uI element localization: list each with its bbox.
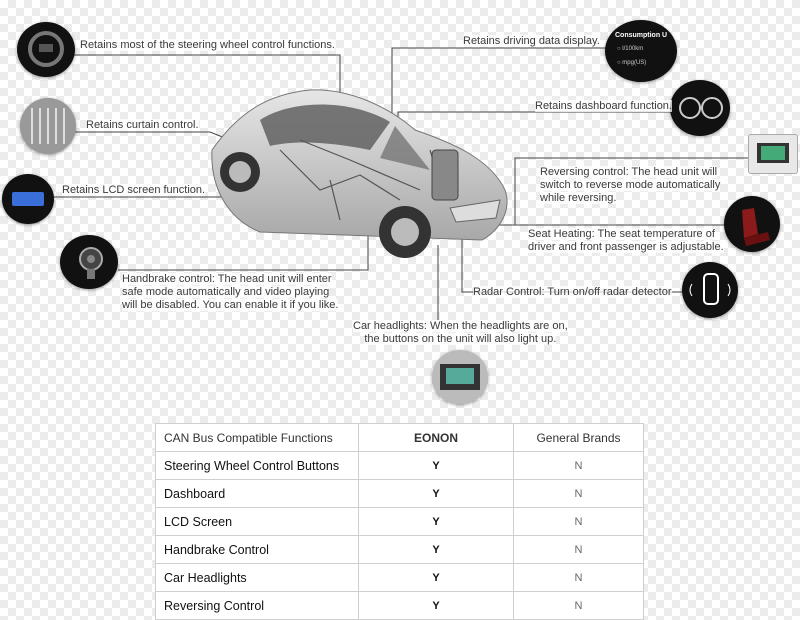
row-function: Steering Wheel Control Buttons <box>156 452 359 480</box>
consumption-option-1-label: l/100km <box>622 46 644 52</box>
seat-icon <box>724 196 780 252</box>
table-row <box>156 452 644 480</box>
table-row <box>156 480 644 508</box>
callout-handbrake-text: Handbrake control: The head unit will enter safe mode automatically and video playing will be disabled. You can enable it if you like. <box>122 273 339 311</box>
dashboard-thumbnail <box>670 80 730 136</box>
seat-thumbnail <box>724 196 780 252</box>
callout-radar-text: Radar Control: Turn on/off radar detector <box>473 286 672 298</box>
callout-seat-heating-text: Seat Heating: The seat temperature of driver and front passenger is adjustable. <box>528 228 724 253</box>
callout-dashboard <box>535 100 672 113</box>
dashboard-gauge-icon <box>670 80 730 136</box>
steering-wheel-thumbnail <box>17 22 75 77</box>
headlight-unit-icon <box>432 350 488 404</box>
callout-dashboard-text: Retains dashboard function. <box>535 100 672 112</box>
head-unit-icon <box>749 135 797 173</box>
curtain-icon <box>20 98 76 154</box>
table-row <box>156 592 644 620</box>
consumption-option-2-label: mpg(US) <box>622 60 647 66</box>
row-general: N <box>514 508 644 536</box>
row-general: N <box>514 536 644 564</box>
row-eonon: Y <box>359 452 514 480</box>
table-row <box>156 564 644 592</box>
callout-driving-data-text: Retains driving data display. <box>463 35 600 47</box>
consumption-option-1: ○ l/100km <box>617 46 644 52</box>
row-function: LCD Screen <box>156 508 359 536</box>
row-function: Reversing Control <box>156 592 359 620</box>
row-general: N <box>514 564 644 592</box>
row-function: Car Headlights <box>156 564 359 592</box>
curtain-thumbnail <box>20 98 76 154</box>
callout-reversing <box>540 166 720 205</box>
callout-curtain <box>86 119 199 132</box>
radar-icon <box>682 262 738 318</box>
callout-handbrake <box>122 273 338 312</box>
row-eonon: Y <box>359 480 514 508</box>
row-general: N <box>514 452 644 480</box>
lcd-screen-thumbnail <box>2 174 54 224</box>
header-functions: CAN Bus Compatible Functions <box>156 424 359 452</box>
callout-radar <box>473 286 672 299</box>
consumption-title: Consumption U <box>615 32 668 39</box>
callout-driving-data <box>463 35 600 48</box>
callout-steering-wheel-text: Retains most of the steering wheel control functions. <box>80 39 335 51</box>
radar-thumbnail <box>682 262 738 318</box>
table-row <box>156 536 644 564</box>
headlight-unit-thumbnail <box>432 350 488 404</box>
row-eonon: Y <box>359 592 514 620</box>
comparison-table <box>155 423 644 620</box>
row-eonon: Y <box>359 564 514 592</box>
car-illustration <box>200 80 520 270</box>
steering-wheel-icon <box>17 22 75 77</box>
camera-icon <box>60 235 118 289</box>
row-function: Handbrake Control <box>156 536 359 564</box>
callout-reversing-text: Reversing control: The head unit will switch to reverse mode automatically while reversing. <box>540 166 721 204</box>
head-unit-thumbnail <box>748 134 798 174</box>
row-general: N <box>514 480 644 508</box>
row-function: Dashboard <box>156 480 359 508</box>
callout-headlights <box>353 320 568 346</box>
camera-thumbnail <box>60 235 118 289</box>
header-general-brands: General Brands <box>514 424 644 452</box>
header-eonon: EONON <box>359 424 514 452</box>
row-general: N <box>514 592 644 620</box>
row-eonon: Y <box>359 508 514 536</box>
callout-lcd-text: Retains LCD screen function. <box>62 184 206 196</box>
callout-lcd <box>62 184 205 197</box>
callout-curtain-text: Retains curtain control. <box>86 119 199 131</box>
table-header-row <box>156 424 644 452</box>
consumption-thumbnail <box>605 20 677 82</box>
row-eonon: Y <box>359 536 514 564</box>
consumption-option-2: ○ mpg(US) <box>617 60 647 66</box>
callout-headlights-text: Car headlights: When the headlights are on, the buttons on the unit will also light up. <box>353 320 568 345</box>
table-row <box>156 508 644 536</box>
callout-seat-heating <box>528 228 724 254</box>
lcd-screen-icon <box>2 174 54 224</box>
callout-steering-wheel <box>80 39 335 52</box>
